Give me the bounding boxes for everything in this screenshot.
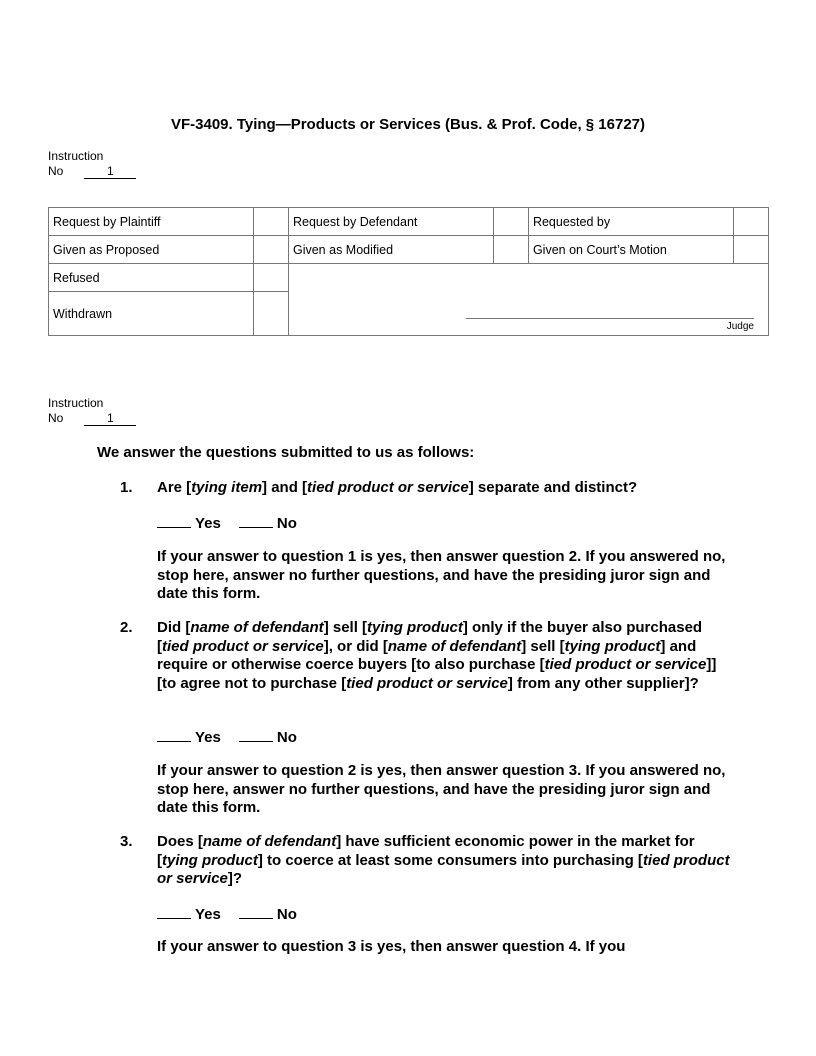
question-number: 2. (120, 619, 133, 636)
judge-label: Judge (726, 321, 754, 332)
judge-signature-line[interactable] (466, 318, 754, 319)
instruction-no-value[interactable]: 1 (84, 411, 136, 426)
yes-label: Yes (195, 906, 221, 923)
yes-label: Yes (195, 515, 221, 532)
no-blank[interactable] (239, 904, 273, 919)
withdrawn-checkbox[interactable] (254, 292, 289, 336)
no-blank[interactable] (239, 727, 273, 742)
instruction-no-label: No (48, 411, 64, 425)
no-label: No (276, 906, 297, 923)
withdrawn-label: Withdrawn (49, 292, 254, 336)
question-1-answer (157, 513, 297, 532)
judge-signature-cell (288, 264, 768, 336)
yes-blank[interactable] (157, 513, 191, 528)
given-on-courts-motion-label: Given on Court’s Motion (528, 236, 733, 264)
instruction-block-top (48, 149, 136, 179)
request-by-defendant-label: Request by Defendant (288, 208, 493, 236)
refused-label: Refused (49, 264, 254, 292)
question-3-followup: If your answer to question 3 is yes, then answer question 4. If you (157, 938, 626, 955)
requested-by-label: Requested by (528, 208, 733, 236)
question-2-text: Did [name of defendant] sell [tying product] only if the buyer also purchased [tied product or service], or did [name of defendant] sell [tying product] and require or otherwise coerce buyers [to also purchase [tied product or service]] [to agree not to purchase [tied product or service] from any other supplier]? (157, 619, 717, 692)
no-label: No (276, 515, 297, 532)
instruction-no-label: No (48, 164, 64, 178)
form-title: VF-3409. Tying—Products or Services (Bus. & Prof. Code, § 16727) (170, 116, 646, 133)
no-blank[interactable] (239, 513, 273, 528)
question-3-answer (157, 904, 297, 923)
instruction-label: Instruction (48, 149, 104, 163)
request-by-plaintiff-label: Request by Plaintiff (49, 208, 254, 236)
question-1-text: Are [tying item] and [tied product or service] separate and distinct? (157, 479, 638, 496)
instruction-block-bottom (48, 396, 136, 426)
instruction-label: Instruction (48, 396, 104, 410)
question-number: 3. (120, 833, 133, 850)
yes-blank[interactable] (157, 904, 191, 919)
question-number: 1. (120, 479, 133, 496)
refused-checkbox[interactable] (254, 264, 289, 292)
yes-label: Yes (195, 729, 221, 746)
given-as-proposed-checkbox[interactable] (254, 236, 289, 264)
question-2-followup: If your answer to question 2 is yes, then answer question 3. If you answered no, stop here, answer no further questions, and have the presiding juror sign and date this form. (157, 762, 726, 816)
intro-text: We answer the questions submitted to us as follows: (97, 444, 475, 461)
instruction-no-value[interactable]: 1 (84, 164, 136, 179)
question-2-answer (157, 727, 297, 746)
given-as-modified-label: Given as Modified (288, 236, 493, 264)
yes-blank[interactable] (157, 727, 191, 742)
request-by-plaintiff-checkbox[interactable] (254, 208, 289, 236)
question-1-followup: If your answer to question 1 is yes, then answer question 2. If you answered no, stop here, answer no further questions, and have the presiding juror sign and date this form. (157, 548, 726, 602)
request-table (48, 207, 769, 336)
given-as-proposed-label: Given as Proposed (49, 236, 254, 264)
question-3-text: Does [name of defendant] have sufficient economic power in the market for [tying product] to coerce at least some consumers into purchasing [tied product or service]? (157, 833, 730, 887)
no-label: No (276, 729, 297, 746)
given-as-modified-checkbox[interactable] (494, 236, 529, 264)
given-on-courts-motion-checkbox[interactable] (734, 236, 769, 264)
request-by-defendant-checkbox[interactable] (494, 208, 529, 236)
requested-by-checkbox[interactable] (734, 208, 769, 236)
